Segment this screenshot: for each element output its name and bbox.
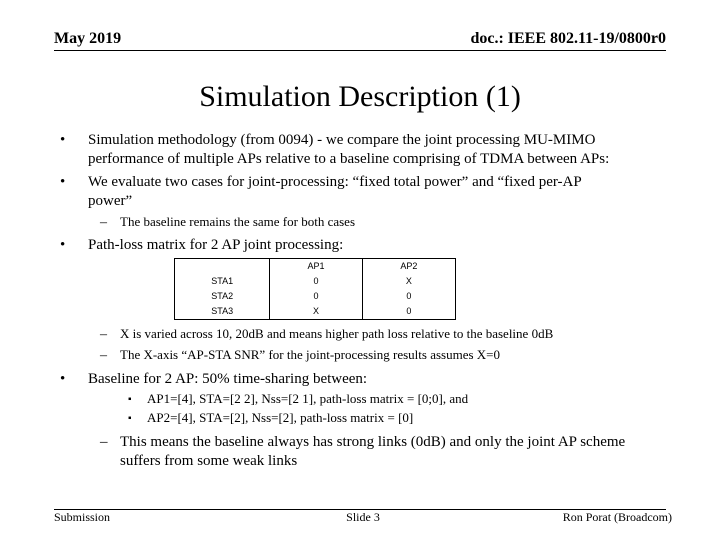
bullet-marker: • — [60, 174, 66, 190]
dash-marker: – — [100, 434, 108, 450]
table-header-cell: AP1 — [270, 259, 362, 275]
table-cell: 0 — [406, 291, 412, 301]
table-cell: STA3 — [175, 304, 270, 320]
table-cell: X — [405, 276, 412, 286]
dash-marker: – — [100, 215, 107, 230]
sub-bullet-text: This means the baseline always has strong links (0dB) and only the joint AP scheme suffers from some weak links — [120, 434, 626, 469]
table-header-cell — [175, 259, 270, 275]
bullet-text: Path-loss matrix for 2 AP joint processing: — [88, 237, 344, 253]
header-date: May 2019 — [54, 30, 122, 47]
sub-bullet-text: AP1=[4], STA=[2 2], Nss=[2 1], path-loss matrix = [0;0], and — [147, 391, 469, 406]
footer-author: Ron Porat (Broadcom) — [562, 510, 672, 524]
table-cell: 0 — [270, 289, 362, 304]
bullet-marker: • — [60, 371, 66, 387]
sub-bullet-text: AP2=[4], STA=[2], Nss=[2], path-loss matrix = [0] — [147, 410, 414, 425]
header-doc-id: doc.: IEEE 802.11-19/0800r0 — [470, 30, 666, 47]
table-cell: STA2 — [175, 289, 270, 304]
sub-bullet-text: The baseline remains the same for both cases — [120, 214, 355, 229]
table-cell: 0 — [270, 274, 362, 289]
dash-marker: – — [100, 327, 107, 342]
path-loss-table — [174, 258, 456, 320]
slide-number: Slide 3 — [346, 510, 380, 524]
sub-bullet-text: X is varied across 10, 20dB and means higher path loss relative to the baseline 0dB — [120, 326, 554, 341]
bullet-marker: • — [60, 132, 66, 148]
table-row — [175, 289, 456, 304]
sub-bullet-text: The X-axis “AP-STA SNR” for the joint-processing results assumes X=0 — [120, 347, 500, 362]
table-header-row — [175, 259, 456, 275]
table-cell: 0 — [406, 306, 412, 316]
table-cell: STA1 — [175, 274, 270, 289]
bullet-text: Simulation methodology (from 0094) - we compare the joint processing MU-MIMO performance of multiple APs relative to a baseline comprising of TDMA between APs: — [88, 132, 610, 167]
bullet-marker: • — [60, 237, 66, 253]
square-marker: ▪ — [128, 394, 132, 405]
square-marker: ▪ — [128, 413, 132, 424]
table-header-cell: AP2 — [400, 261, 418, 271]
bullet-text: Baseline for 2 AP: 50% time-sharing between: — [88, 371, 368, 387]
dash-marker: – — [100, 348, 107, 363]
slide-title: Simulation Description (1) — [199, 80, 521, 113]
table-cell: X — [270, 304, 362, 320]
table-row — [175, 304, 456, 320]
header-divider — [54, 50, 666, 51]
footer-left: Submission — [54, 510, 111, 524]
bullet-text: We evaluate two cases for joint-processing: “fixed total power” and “fixed per-AP power” — [88, 174, 582, 209]
table-row — [175, 274, 456, 289]
